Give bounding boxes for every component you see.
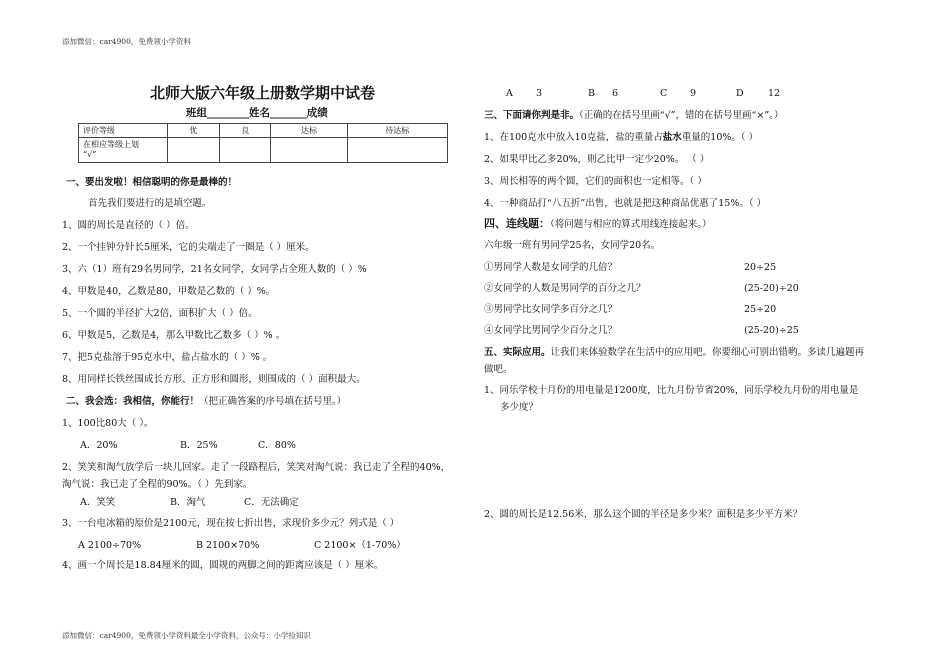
grade-mark-cell[interactable]	[347, 138, 447, 163]
page-title: 北师大版六年级上册数学期中试卷	[150, 84, 376, 102]
choice-option: A．20%	[80, 440, 118, 451]
fill-question: 7、把5克盐溶于95克水中，盐占盐水的（ ）%̈ 。	[62, 352, 273, 363]
section1-heading: 一、要出发啦！相信聪明的你是最棒的！	[66, 177, 238, 188]
header-note: 添加微信：car4900，免费领小学资料	[62, 37, 191, 46]
q4-option-letter: D	[736, 88, 744, 99]
grade-table-header-row	[79, 124, 448, 138]
choice-option: C．无法确定	[244, 497, 299, 508]
choice-option: B 2100×70%	[196, 540, 260, 551]
grade-mark-cell[interactable]	[271, 138, 347, 163]
grade-header-level: 评价等级	[79, 124, 168, 138]
choice-option: A．笑笑	[80, 497, 116, 508]
matching-question: ③男同学比女同学多百分之几？	[484, 304, 618, 315]
grade-header-needs-work: 待达标	[347, 124, 447, 138]
matching-formula: 20÷25	[744, 262, 777, 273]
matching-intro: 六年级一班有男同学25名，女同学20名。	[484, 240, 661, 251]
choice-option: C．80%	[258, 440, 296, 451]
grade-table-mark-row	[79, 138, 448, 163]
choice-question-3: 3、一台电冰箱的原价是2100元，现在按七折出售，求现价多少元？列式是（ ）	[62, 518, 400, 529]
student-info-line: 班组________姓名_______成绩	[186, 107, 328, 119]
q4-option-value: 9	[690, 88, 697, 99]
fill-question: 6、甲数是5，乙数是4，那么甲数比乙数多（ ）% 。	[62, 330, 286, 341]
section5-heading-note: 让我们来体验数学在生活中的应用吧。你要细心可别出错哟。多读几遍题再	[550, 347, 865, 358]
judge-question-1-tail: 重量的10%。（ ）	[681, 132, 759, 143]
fill-question: 8、用同样长铁丝围成长方形、正方形和圆形，则围成的（ ）面积最大。	[62, 374, 366, 385]
matching-formula: (25-20)÷25	[744, 325, 799, 336]
choice-option: C 2100×（1-70%）	[314, 540, 406, 551]
matching-formula: (25-20)÷20	[744, 283, 799, 294]
q4-option-letter: B	[588, 88, 595, 99]
choice-option: B．淘气	[170, 497, 206, 508]
grade-mark-cell[interactable]	[168, 138, 220, 163]
fill-question: 2、一个挂钟分针长5厘米，它的尖端走了一圈是（ ）厘米。	[62, 242, 315, 253]
judge-question-1-text: 1、在100克水中放入10克盐，盐的重量占	[484, 132, 663, 143]
grade-header-good: 良	[219, 124, 271, 138]
section3-heading	[484, 110, 783, 122]
fill-question: 1、圆的周长是直径的（ ）倍。	[62, 220, 195, 231]
section1-intro: 首先我们要进行的是填空题。	[88, 198, 212, 209]
matching-question: ①男同学人数是女同学的几倍？	[484, 262, 618, 273]
section3-heading-note: （正确的在括号里画“√”，错的在括号里画“×”。）	[579, 110, 784, 121]
section3-heading-text: 三、下面请你判是非。	[484, 110, 580, 121]
fill-question: 4、甲数是40，乙数是80，甲数是乙数的（ ）%。	[62, 286, 276, 297]
section2-heading-text: 二、我会选：我相信，你能行！	[66, 396, 200, 407]
choice-option: B．25%	[180, 440, 218, 451]
problem-1-line1: 1、同乐学校十月份的用电量是1200度，比九月份节省20%，同乐学校九月份的用电量是	[484, 385, 859, 396]
choice-question-2-line1: 2、笑笑和淘气放学后一块儿回家。走了一段路程后，笑笑对淘气说：我已走了全程的40%，	[62, 462, 451, 473]
section2-heading	[66, 396, 346, 408]
judge-question: 2、如果甲比乙多20%，则乙比甲一定少20%。 （ ）	[484, 154, 710, 165]
judge-question: 4、一种商品打“八五折”出售，也就是把这种商品优惠了15%。（ ）	[484, 198, 767, 209]
grade-mark-label-line1: 在相应等级上划	[83, 140, 139, 149]
matching-formula: 25÷20	[744, 304, 777, 315]
grade-mark-label	[79, 138, 168, 163]
choice-question-4: 4、画一个周长是18.84厘米的圆，圆规的两脚之间的距离应该是（ ）厘米。	[62, 560, 384, 571]
fill-question: 3、六（1）班有29名男同学，21名女同学，女同学占全班人数的（ ）%	[62, 264, 367, 275]
matching-question: ④女同学比男同学少百分之几？	[484, 325, 618, 336]
section2-heading-note: （把正确答案的序号填在括号里。）	[199, 396, 347, 407]
choice-question-2-line2: 淘气说：我已走了全程的90%。（ ）先到家。	[62, 479, 253, 490]
problem-2: 2、圆的周长是12.56米，那么这个圆的半径是多少米？面积是多少平方米？	[484, 509, 803, 520]
section5-note-line2: 做吧。	[484, 364, 513, 375]
q4-option-value: 3	[536, 88, 543, 99]
grade-header-excellent: 优	[168, 124, 220, 138]
judge-question: 3、周长相等的两个圆，它们的面积也一定相等。（ ）	[484, 176, 707, 187]
matching-question: ②女同学的人数是男同学的百分之几？	[484, 283, 646, 294]
section4-heading-text: 四、连线题：	[484, 217, 550, 230]
section4-heading	[484, 218, 712, 231]
grade-mark-cell[interactable]	[219, 138, 271, 163]
judge-question-1-bold: 盐水	[662, 132, 682, 143]
section5-heading	[484, 347, 864, 359]
section4-heading-note: （将问题与相应的算式用线连接起来。）	[550, 219, 712, 230]
problem-1-line2: 多少度？	[500, 402, 539, 413]
q4-option-letter: C	[660, 88, 668, 99]
choice-option: A 2100÷70%	[78, 540, 142, 551]
q4-option-value: 6	[612, 88, 619, 99]
fill-question: 5、一个圆的半径扩大2倍，面积扩大（ ）倍。	[62, 308, 258, 319]
grade-mark-label-line2: “√”	[83, 150, 97, 159]
grade-table	[78, 123, 448, 163]
section5-heading-text: 五、实际应用。	[484, 347, 551, 358]
judge-question-1	[484, 132, 758, 144]
footer-note: 添加微信：car4900，免费领小学资料最全小学资料，公众号：小学捡知识	[62, 631, 311, 640]
grade-header-pass: 达标	[271, 124, 347, 138]
q4-option-value: 12	[768, 88, 781, 99]
q4-option-letter: A	[506, 88, 513, 99]
choice-question-1: 1、100比80大（ ）。	[62, 418, 154, 429]
